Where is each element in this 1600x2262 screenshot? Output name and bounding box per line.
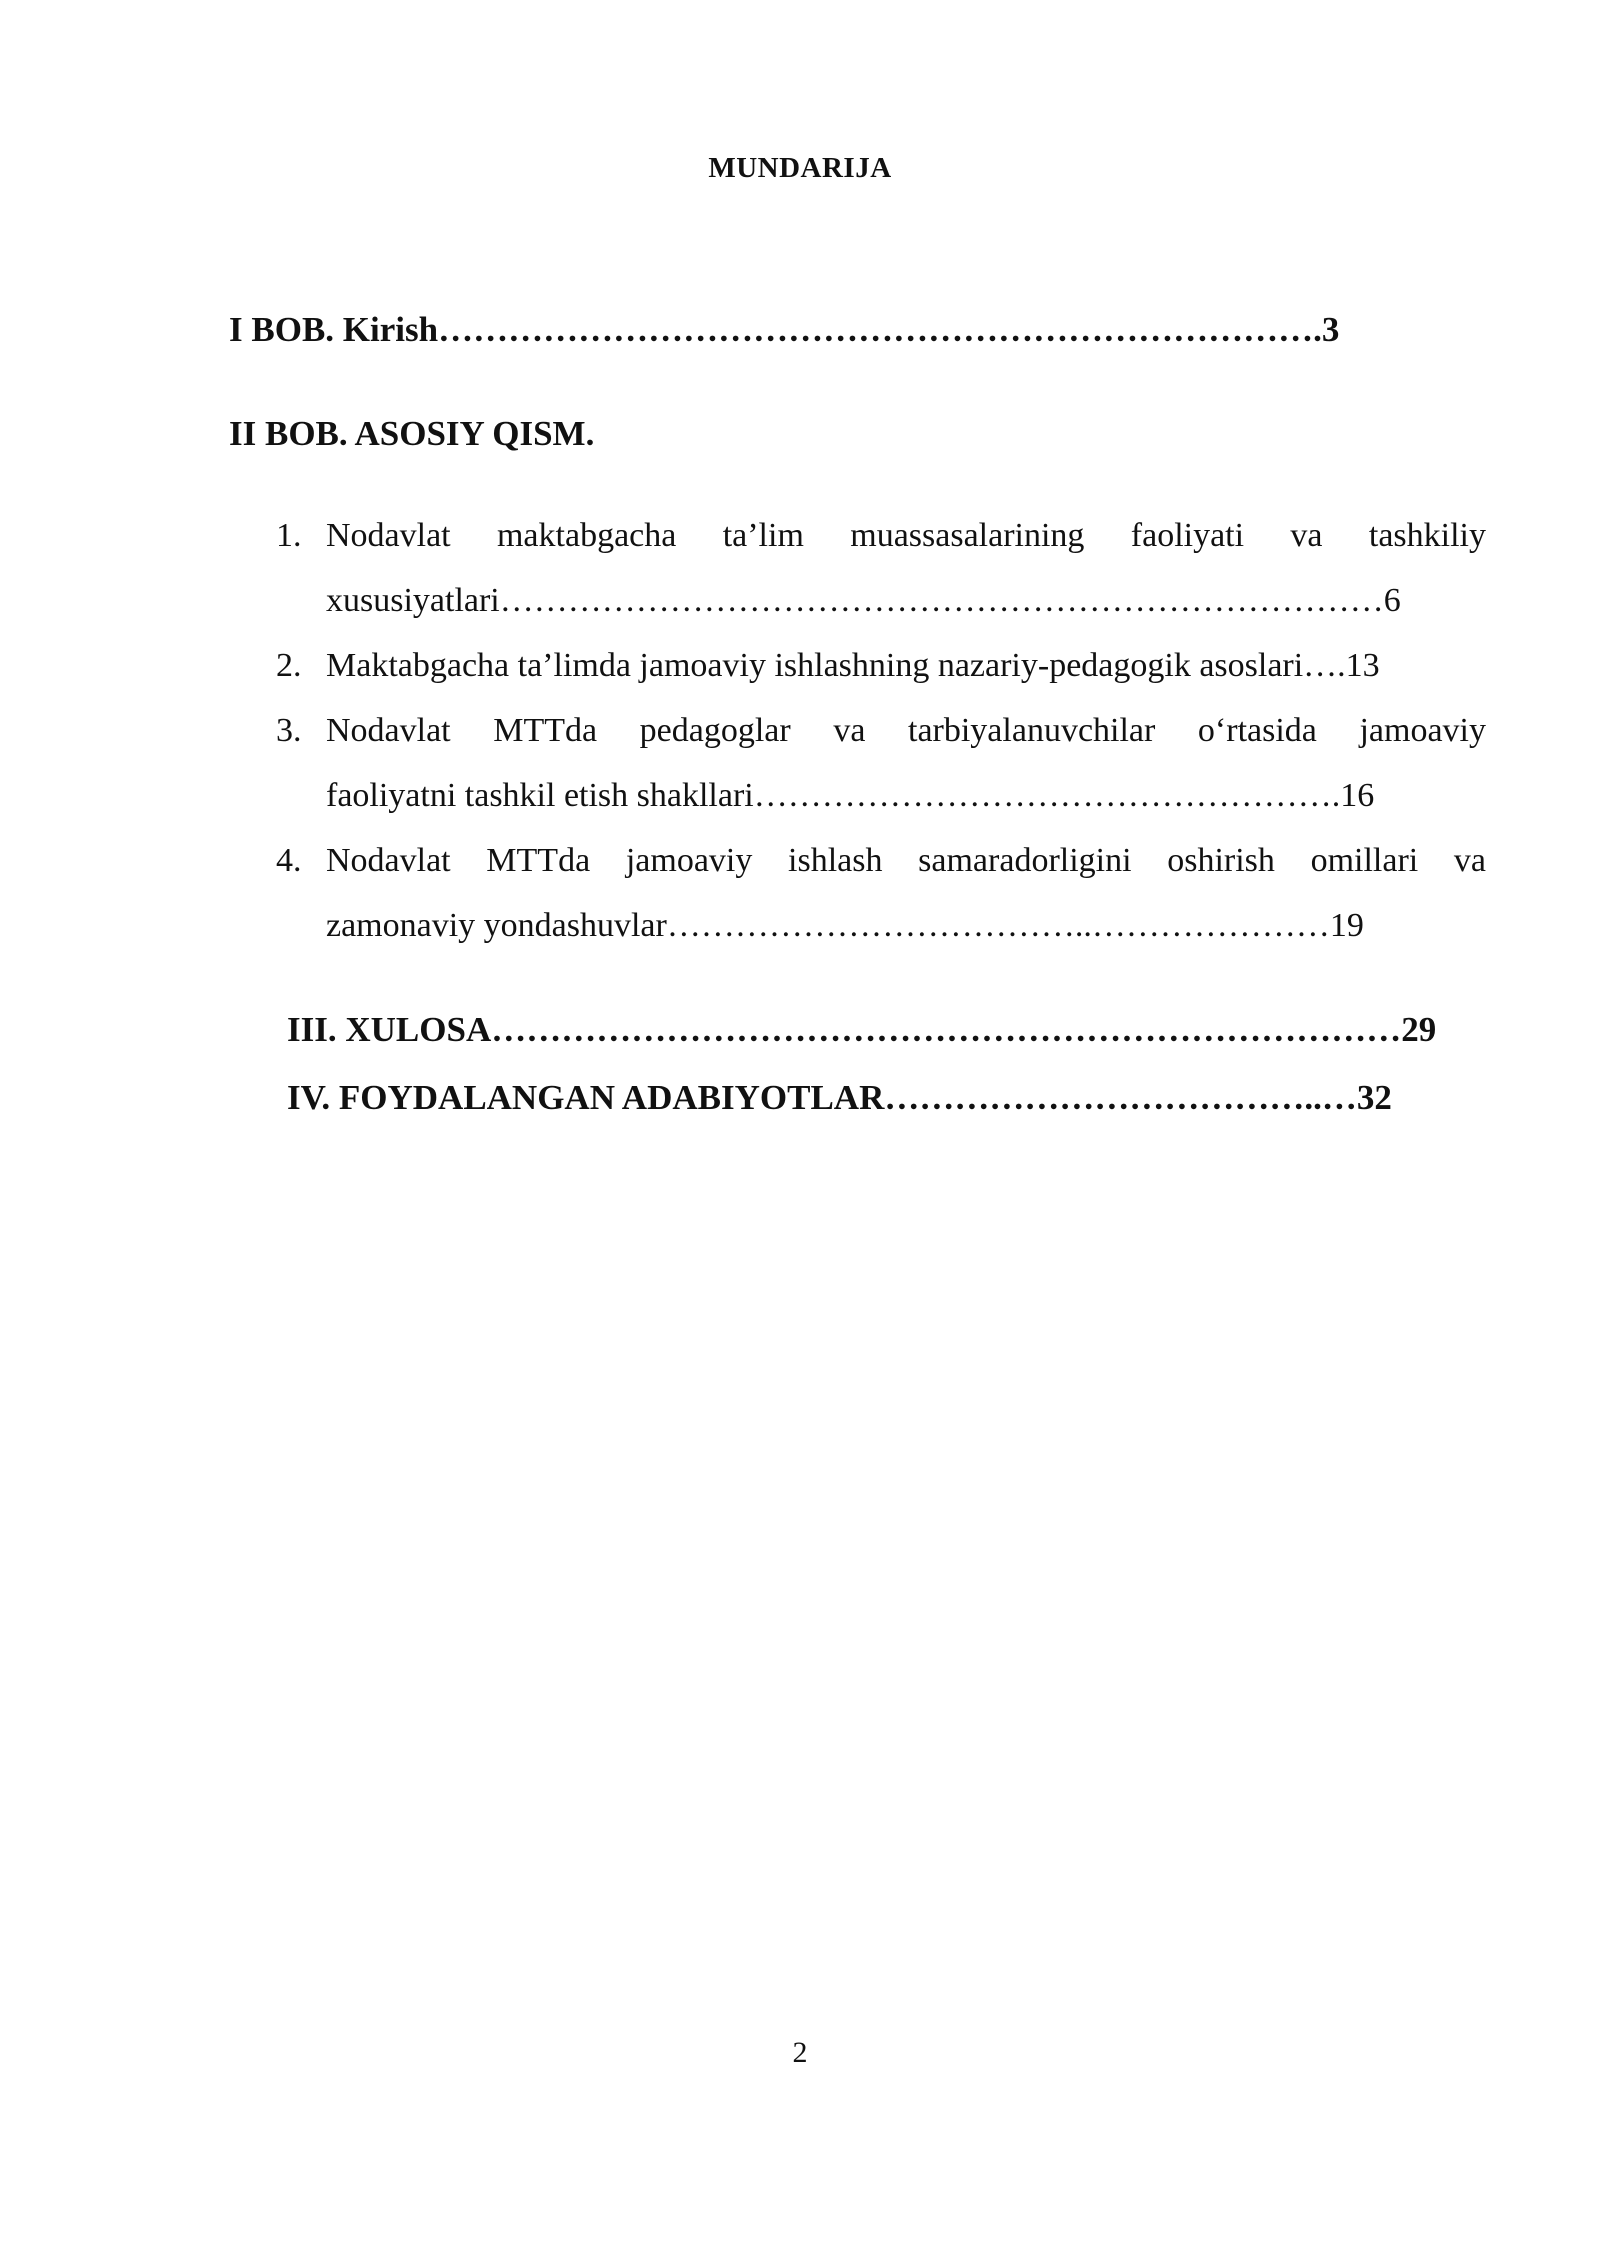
toc-entry-leader: …………………………………………………………………… — [491, 1010, 1402, 1049]
toc-entry-leader: …………………………………………………………………. — [438, 310, 1322, 349]
toc-subentry-line-continued: zamonaviy yondashuvlar………………………………..…………………19 — [326, 907, 1364, 944]
toc-entry-conclusion — [287, 1008, 1436, 1052]
toc-subentry-line-continued: xususiyatlari……………………………………………………………………6 — [326, 582, 1401, 619]
page-title: MUNDARIJA — [708, 152, 892, 184]
toc-entry-label: I BOB. Kirish — [229, 310, 439, 349]
toc-entry-chapter-1 — [229, 308, 1339, 352]
toc-subentry-number: 1. — [276, 517, 302, 554]
toc-subentry-number: 4. — [276, 842, 302, 879]
toc-subentry-line-continued: faoliyatni tashkil etish shakllari…………………………………………….16 — [326, 777, 1375, 814]
toc-subentry-number: 2. — [276, 647, 302, 684]
toc-entry-leader: ………………………………..… — [884, 1078, 1357, 1117]
toc-subentry-number: 3. — [276, 712, 302, 749]
toc-entry-page: 32 — [1356, 1078, 1392, 1117]
toc-entry-page: 29 — [1401, 1010, 1437, 1049]
toc-entry-references — [287, 1076, 1392, 1120]
toc-entry-label: IV. FOYDALANGAN ADABIYOTLAR — [287, 1078, 885, 1117]
page-number: 2 — [792, 2036, 808, 2069]
toc-subentry-line: Nodavlat maktabgacha ta’lim muassasalarining faoliyati va tashkiliy — [326, 517, 1486, 554]
toc-entry-label: II BOB. ASOSIY QISM. — [229, 414, 595, 453]
toc-entry-label: III. XULOSA — [287, 1010, 492, 1049]
toc-entry-page: 3 — [1321, 310, 1340, 349]
toc-entry-chapter-2 — [229, 412, 594, 456]
toc-subentry-line: Nodavlat MTTda pedagoglar va tarbiyalanuvchilar o‘rtasida jamoaviy — [326, 712, 1486, 749]
toc-subentry-line: Maktabgacha ta’limda jamoaviy ishlashning nazariy-pedagogik asoslari….13 — [326, 647, 1380, 684]
toc-subentry-line: Nodavlat MTTda jamoaviy ishlash samaradorligini oshirish omillari va — [326, 842, 1486, 879]
